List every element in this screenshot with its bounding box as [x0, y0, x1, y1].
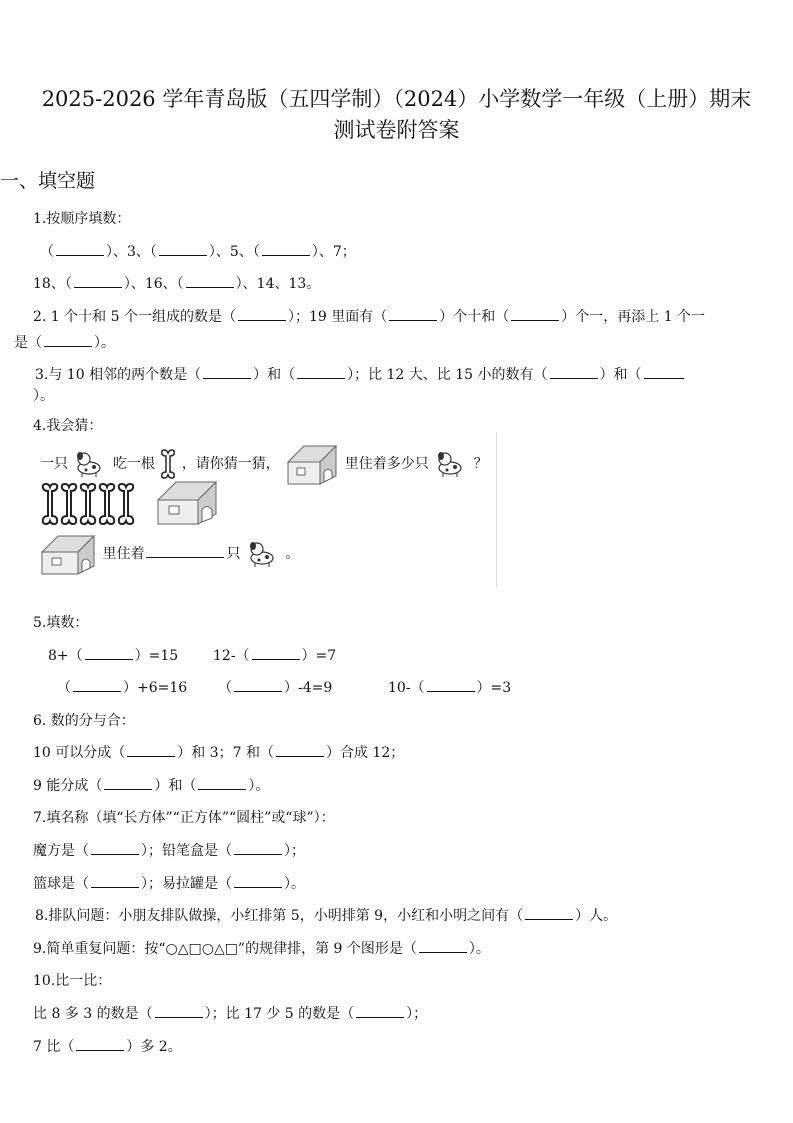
answer-blank[interactable]: [127, 743, 175, 757]
text: ）、3、（: [106, 244, 157, 260]
text: ）个十和（: [439, 309, 510, 325]
guess-answer: [38, 532, 299, 576]
text: 9.简单重复问题：按“○△□○△□”的规律排，第 9 个图形是（: [33, 941, 417, 957]
answer-blank[interactable]: [389, 307, 437, 321]
question-3-line-2: ）。: [33, 388, 54, 404]
text: 篮球是（: [33, 876, 89, 892]
text: ）；易拉罐是（: [141, 876, 232, 892]
question-1-row-1: [40, 241, 356, 261]
text: 12-（: [213, 648, 250, 664]
text: （: [57, 680, 71, 696]
text: ）；比 17 少 5 的数是（: [204, 1006, 355, 1022]
text: 2. 1 个十和 5 个一组成的数是（: [33, 309, 236, 325]
question-10-row-2: [33, 1036, 182, 1056]
text: 3.与 10 相邻的两个数是（: [35, 367, 202, 383]
text: 比 8 多 3 的数是（: [33, 1006, 153, 1022]
answer-blank[interactable]: [644, 365, 684, 379]
bone-icon: [159, 448, 177, 480]
section-heading: 一、填空题: [0, 170, 96, 192]
text: ）人。: [575, 908, 618, 924]
text: ）和（: [253, 367, 296, 383]
answer-blank[interactable]: [44, 333, 92, 347]
answer-blank[interactable]: [427, 678, 475, 692]
answer-blank[interactable]: [234, 678, 282, 692]
guess-sentence: [40, 442, 488, 486]
puppy-icon: [72, 449, 108, 479]
text: ）；: [406, 1006, 428, 1022]
text: 。: [285, 546, 300, 562]
question-5-row-2: [57, 677, 187, 697]
text: ）；19 里面有（: [287, 309, 388, 325]
answer-blank[interactable]: [262, 242, 310, 256]
doghouse-icon: [38, 532, 98, 576]
answer-blank[interactable]: [76, 1037, 124, 1051]
text: ）；铅笔盒是（: [141, 843, 232, 859]
question-1-head: 1.按顺序填数：: [33, 211, 131, 227]
text: （: [40, 244, 54, 260]
text: ）=3: [476, 680, 512, 696]
text: ）、5、（: [208, 244, 260, 260]
text: ）。: [248, 778, 270, 794]
answer-blank[interactable]: [234, 841, 282, 855]
answer-blank[interactable]: [146, 544, 224, 558]
answer-blank[interactable]: [252, 646, 300, 660]
text: （: [218, 680, 232, 696]
question-2-line-2: [14, 332, 115, 352]
bones-icon: [40, 482, 140, 526]
answer-blank[interactable]: [356, 1004, 404, 1018]
text: ）。: [94, 335, 115, 351]
answer-blank[interactable]: [73, 678, 121, 692]
answer-blank[interactable]: [511, 307, 559, 321]
answer-blank[interactable]: [276, 743, 324, 757]
text: ，请你猜一猜，: [181, 456, 280, 472]
answer-blank[interactable]: [238, 307, 286, 321]
answer-blank[interactable]: [155, 1004, 203, 1018]
question-7-head: 7.填名称（填“长方体”“正方体”“圆柱”或“球”）：: [33, 810, 335, 826]
answer-blank[interactable]: [159, 242, 207, 256]
text: ）；比 12 大、比 15 小的数有（: [347, 367, 548, 383]
text: 10 可以分成（: [33, 745, 126, 761]
text: ）。: [284, 876, 305, 892]
text: ）、16、（: [123, 276, 184, 292]
question-7-row-1: [33, 840, 305, 860]
answer-blank[interactable]: [186, 274, 234, 288]
text: 10-（: [388, 680, 425, 696]
question-9: [33, 938, 490, 958]
question-5-row-2b: [218, 677, 332, 697]
text: 7 比（: [33, 1039, 75, 1055]
answer-blank[interactable]: [234, 874, 282, 888]
text: 里住着多少只: [344, 456, 429, 472]
answer-blank[interactable]: [91, 874, 139, 888]
question-10-row-1: [33, 1003, 427, 1023]
text: ）合成 12；: [325, 745, 405, 761]
text: ）-4=9: [284, 680, 333, 696]
answer-blank[interactable]: [297, 365, 345, 379]
title-line-2: 测试卷附答案: [333, 118, 460, 142]
text: 8.排队问题：小朋友排队做操，小红排第 5，小明排第 9，小红和小明之间有（: [35, 908, 524, 924]
title-line-1: 2025-2026 学年青岛版（五四学制）（2024）小学数学一年级（上册）期末: [41, 87, 752, 111]
answer-blank[interactable]: [56, 242, 104, 256]
question-4-head: 4.我会猜：: [33, 418, 103, 434]
question-8: [35, 905, 617, 925]
text: ？: [473, 456, 488, 472]
text: ）、14、13。: [235, 276, 321, 292]
guess-picture: [36, 432, 497, 587]
text: 9 能分成（: [33, 778, 103, 794]
puppy-icon: [433, 449, 469, 479]
text: 8+（: [48, 648, 83, 664]
bones-group: [40, 482, 140, 530]
question-5-head: 5.填数：: [33, 615, 89, 631]
answer-blank[interactable]: [91, 841, 139, 855]
question-6-head: 6. 数的分与合：: [33, 713, 135, 729]
text: ）=15: [134, 648, 179, 664]
text: 只: [226, 546, 241, 562]
text: 18、（: [33, 276, 72, 292]
answer-blank[interactable]: [198, 776, 246, 790]
answer-blank[interactable]: [85, 646, 133, 660]
text: 是（: [14, 335, 42, 351]
text: ）个一，再添上 1 个一: [561, 309, 706, 325]
text: 吃一根: [112, 456, 155, 472]
question-1-row-2: [33, 273, 320, 293]
text: ）+6=16: [123, 680, 188, 696]
text: ）和 3；7 和（: [177, 745, 274, 761]
question-3-line-1: [35, 364, 686, 384]
doghouse-large: [154, 478, 220, 530]
text: ）；: [284, 843, 305, 859]
text: ）和（: [154, 778, 197, 794]
text: ）、7；: [311, 244, 356, 260]
answer-blank[interactable]: [203, 365, 251, 379]
question-6-row-1: [33, 742, 404, 762]
text: ）=7: [301, 648, 337, 664]
question-6-row-2: [33, 775, 269, 795]
question-10-head: 10.比一比：: [33, 973, 112, 989]
question-7-row-2: [33, 873, 305, 893]
question-5-row-2c: [388, 677, 511, 697]
text: ）。: [468, 941, 490, 957]
text: ）多 2。: [126, 1039, 182, 1055]
answer-blank[interactable]: [550, 365, 598, 379]
text: 魔方是（: [33, 843, 89, 859]
answer-blank[interactable]: [104, 776, 152, 790]
text: 里住着: [102, 546, 145, 562]
question-5-row-1b: [213, 645, 336, 665]
page-title: [0, 84, 793, 146]
question-2-line-1: [33, 306, 705, 326]
question-5-row-1: [48, 645, 178, 665]
text: ）和（: [599, 367, 642, 383]
answer-blank[interactable]: [74, 274, 122, 288]
puppy-icon: [245, 539, 281, 569]
doghouse-icon: [284, 442, 340, 486]
text: 一只: [40, 456, 68, 472]
answer-blank[interactable]: [419, 939, 467, 953]
answer-blank[interactable]: [525, 906, 573, 920]
doghouse-icon: [154, 478, 220, 526]
